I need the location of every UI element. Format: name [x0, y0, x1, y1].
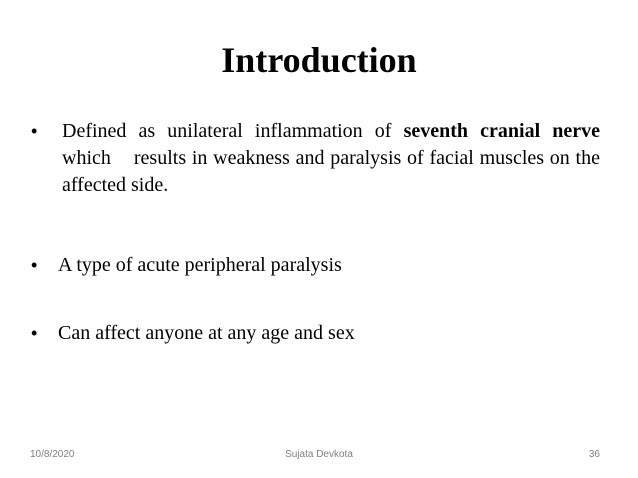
bullet-item-definition	[31, 118, 601, 208]
bullet-text	[62, 118, 600, 199]
footer-date: 10/8/2020	[30, 449, 75, 460]
bullet-dot: •	[31, 255, 38, 275]
bullet-text: A type of acute peripheral paralysis	[58, 254, 342, 276]
bullet-dot: •	[31, 121, 38, 141]
footer-author: Sujata Devkota	[285, 449, 353, 460]
bullet-text-part: which results in weakness and paralysis of facial muscles on the affected side.	[62, 147, 600, 196]
bullet-text-part: Defined as unilateral inflammation of	[62, 120, 404, 142]
footer-page-number: 36	[588, 449, 600, 460]
bullet-text: Can affect anyone at any age and sex	[58, 322, 355, 344]
slide-title: Introduction	[221, 40, 417, 80]
bullet-text-bold: seventh cranial nerve	[403, 120, 600, 142]
bullet-dot: •	[31, 323, 38, 343]
